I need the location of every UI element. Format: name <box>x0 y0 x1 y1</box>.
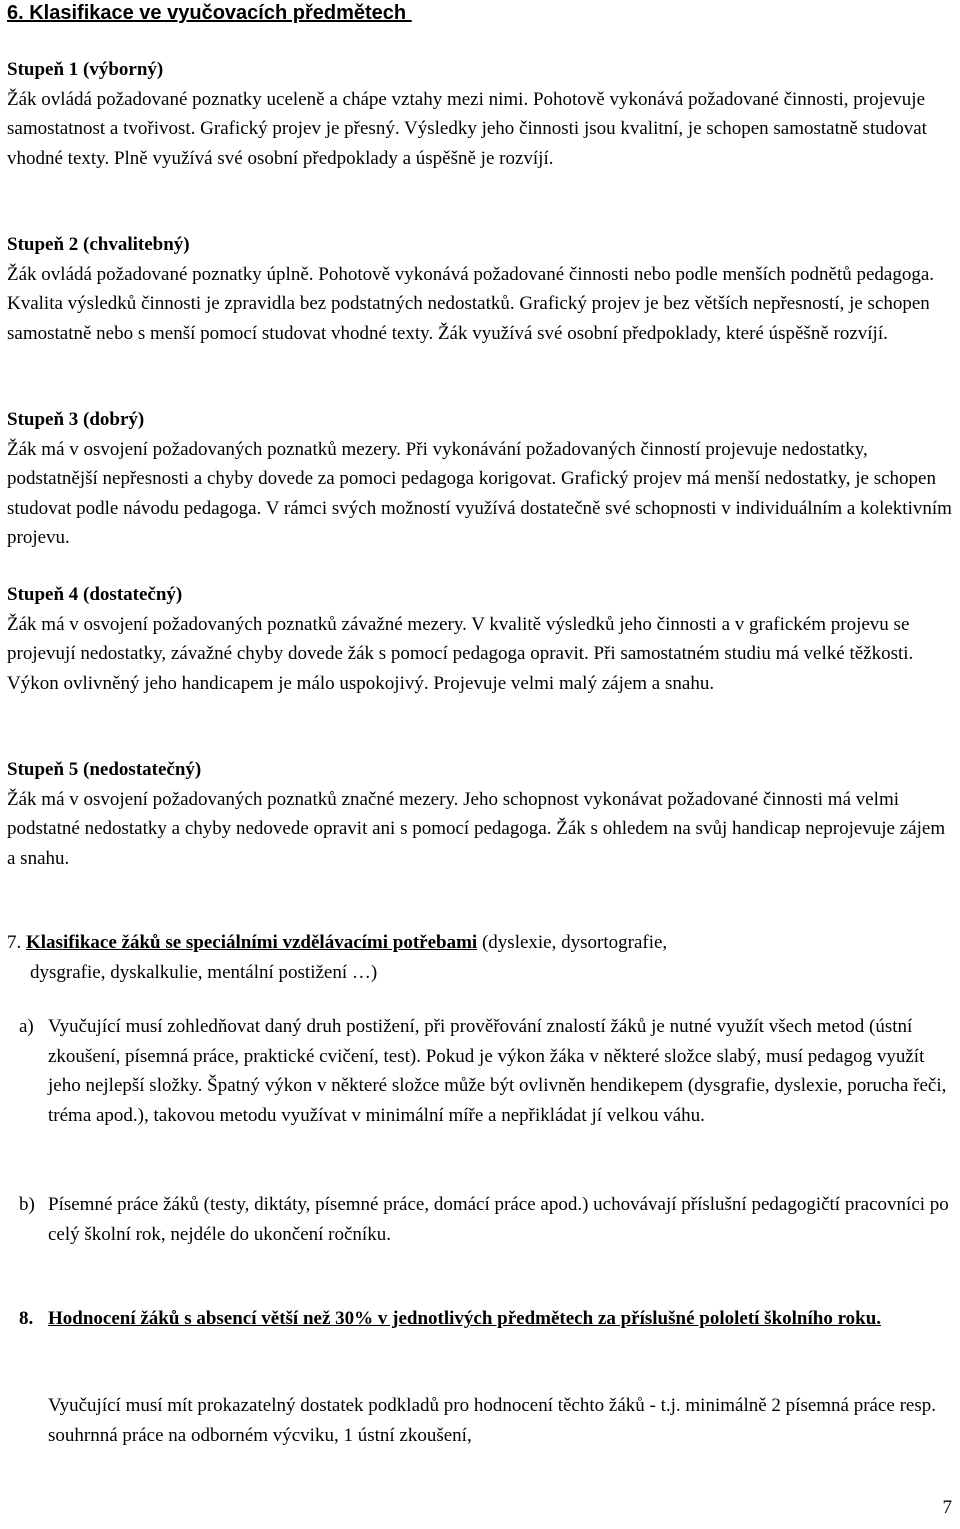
section-7-title-rest: (dyslexie, dysortografie, <box>477 932 668 953</box>
grade-2-text: Žák ovládá požadované poznatky úplně. Pohotově vykonává požadované činnosti nebo podle menších podnětů pedagoga. Kvalita výsledků činnosti je zpravidla bez podstatných nedostatků. Grafický projev je bez větších nepřesností, je schopen samostatně nebo s menší pomocí studovat vhodné texty. Žák využívá své osobní předpoklady, které úspěšně rozvíjí. <box>7 263 935 344</box>
grade-2-block <box>7 230 957 348</box>
item-a-marker: a) <box>19 1016 34 1037</box>
grade-5-block <box>7 755 957 873</box>
grade-2-title: Stupeň 2 (chvalitebný) <box>7 234 190 255</box>
item-a-text: Vyučující musí zohledňovat daný druh postižení, při prověřování znalostí žáků je nutné využít všech metod (ústní zkoušení, písemná práce, praktické cvičení, test). Pokud je výkon žáka v některé složce slabý, musí pedagog využít jeho nejlepší složky. Špatný výkon v některé složce může být ovlivněn hendikepem (dysgrafie, dyslexie, porucha řeči, tréma apod.), takovou metodu využívat v minimální míře a nepřikládat jí velkou váhu. <box>48 1016 947 1126</box>
item-b-marker: b) <box>19 1194 35 1215</box>
grade-1-text: Žák ovládá požadované poznatky uceleně a chápe vztahy mezi nimi. Pohotově vykonává požadované činnosti, projevuje samostatnost a tvořivost. Grafický projev je přesný. Výsledky jeho činnosti jsou kvalitní, je schopen samostatně studovat vhodné texty. Plně využívá své osobní předpoklady a úspěšně je rozvíjí. <box>7 88 927 169</box>
section-8-title: Hodnocení žáků s absencí větší než 30% v jednotlivých předmětech za příslušné pololetí školního roku. <box>48 1308 882 1329</box>
grade-4-block <box>7 580 957 698</box>
item-b-text: Písemné práce žáků (testy, diktáty, písemné práce, domácí práce apod.) uchovávají příslušní pedagogičtí pracovníci po celý školní rok, nejdéle do ukončení ročníku. <box>48 1194 949 1245</box>
grade-3-text: Žák má v osvojení požadovaných poznatků mezery. Při vykonávání požadovaných činností projevuje nedostatky, podstatnější nepřesnosti a chyby dovede za pomoci pedagoga korigovat. Grafický projev má menší nedostatky, je schopen studovat podle návodu pedagoga. V rámci svých možností využívá dostatečně své schopnosti v individuálním a kolektivním projevu. <box>7 438 952 548</box>
section-7-title: Klasifikace žáků se speciálními vzdělávacími potřebami <box>26 932 478 953</box>
section-6-heading-text: 6. Klasifikace ve vyučovacích předmětech <box>7 2 412 24</box>
section-7-number: 7. <box>7 932 22 953</box>
section-7-heading <box>7 928 952 987</box>
grade-4-title: Stupeň 4 (dostatečný) <box>7 584 183 605</box>
grade-5-title: Stupeň 5 (nedostatečný) <box>7 759 202 780</box>
section-6-heading <box>7 0 412 26</box>
section-7-title-continuation: dysgrafie, dyskalkulie, mentální postižení …) <box>30 961 378 983</box>
section-8-text: Vyučující musí mít prokazatelný dostatek podkladů pro hodnocení těchto žáků - t.j. minimálně 2 písemná práce resp. souhrnná práce na odborném výcviku, 1 ústní zkoušení, <box>48 1395 937 1446</box>
page-number: 7 <box>942 1497 952 1518</box>
section-7-item-a <box>19 1012 954 1130</box>
grade-4-text: Žák má v osvojení požadovaných poznatků závažné mezery. V kvalitě výsledků jeho činnosti a v grafickém projevu se projevují nedostatky, závažné chyby dovede žák s pomocí pedagoga opravit. Při samostatném studiu má velké těžkosti. Výkon ovlivněný jeho handicapem je málo uspokojivý. Projevuje velmi malý zájem a snahu. <box>7 613 914 694</box>
grade-3-block <box>7 405 957 553</box>
section-8-number: 8. <box>19 1308 34 1329</box>
section-7-item-b <box>19 1190 954 1249</box>
grade-1-block <box>7 55 957 173</box>
section-8-heading <box>19 1304 919 1334</box>
grade-1-title: Stupeň 1 (výborný) <box>7 59 164 80</box>
grade-5-text: Žák má v osvojení požadovaných poznatků značné mezery. Jeho schopnost vykonávat požadované činnosti má velmi podstatné nedostatky a chyby nedovede opravit ani s pomocí pedagoga. Žák s ohledem na svůj handicap neprojevuje zájem a snahu. <box>7 788 946 869</box>
grade-3-title: Stupeň 3 (dobrý) <box>7 409 145 430</box>
